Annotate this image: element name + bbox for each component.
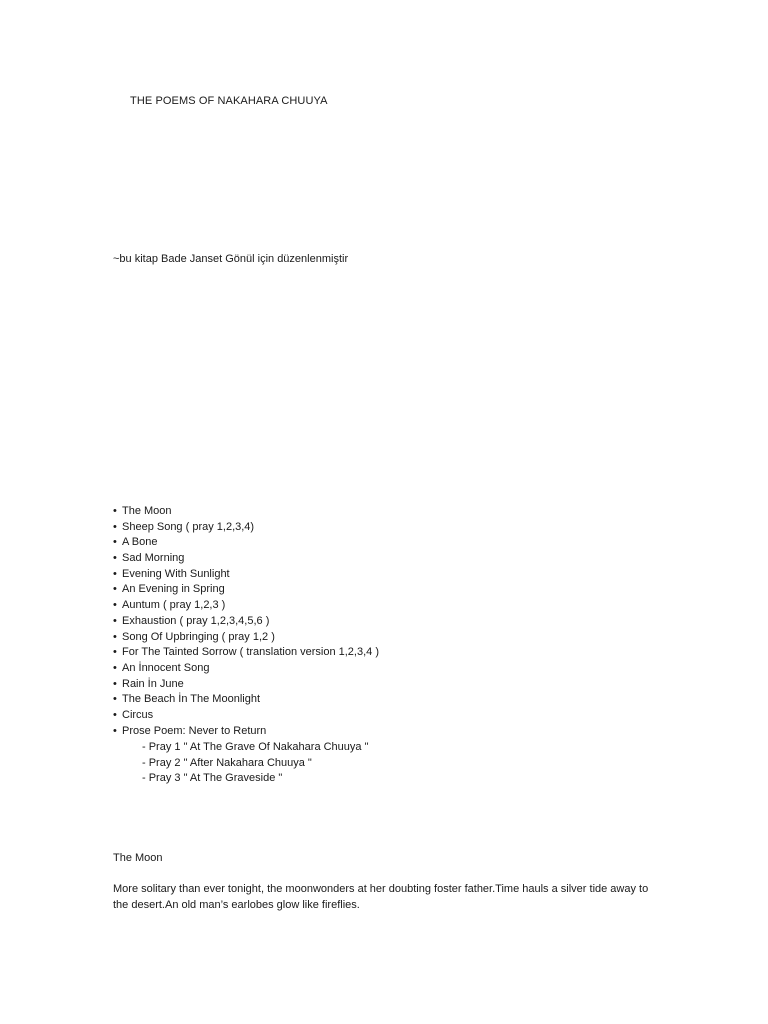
- toc-item-label: Prose Poem: Never to Return: [122, 724, 267, 737]
- document-title: THE POEMS OF NAKAHARA CHUUYA: [130, 95, 328, 107]
- toc-item-label: A Bone: [122, 536, 158, 549]
- toc-item-label: An Evening in Spring: [122, 583, 225, 596]
- toc-item-label: Circus: [122, 708, 154, 721]
- dedication-line: ~bu kitap Bade Janset Gönül için düzenlenmiştir: [113, 253, 349, 265]
- bullet-icon: •: [113, 693, 117, 706]
- bullet-icon: •: [113, 599, 117, 612]
- table-of-contents: [113, 504, 379, 739]
- toc-subitem: - Pray 1 " At The Grave Of Nakahara Chuuya ": [142, 741, 369, 753]
- toc-item: [113, 551, 379, 567]
- bullet-icon: •: [113, 630, 117, 643]
- toc-item: [113, 661, 379, 677]
- toc-item-label: Sad Morning: [122, 552, 185, 565]
- bullet-icon: •: [113, 520, 117, 533]
- bullet-icon: •: [113, 646, 117, 659]
- section-heading: The Moon: [113, 852, 163, 864]
- toc-item-label: Exhaustion ( pray 1,2,3,4,5,6 ): [122, 614, 270, 627]
- toc-item: [113, 724, 379, 740]
- toc-item-label: The Beach İn The Moonlight: [122, 693, 260, 706]
- bullet-icon: •: [113, 708, 117, 721]
- toc-subitem: - Pray 2 " After Nakahara Chuuya ": [142, 756, 312, 769]
- toc-item: [113, 598, 379, 614]
- bullet-icon: •: [113, 677, 117, 690]
- toc-subitem: - Pray 3 " At The Graveside ": [142, 772, 283, 785]
- bullet-icon: •: [113, 552, 117, 565]
- bullet-icon: •: [113, 661, 117, 674]
- toc-subitems: [142, 740, 369, 787]
- toc-item-label: Auntum ( pray 1,2,3 ): [122, 599, 226, 612]
- bullet-icon: •: [113, 583, 117, 596]
- toc-item-label: An İnnocent Song: [122, 661, 210, 674]
- bullet-icon: •: [113, 536, 117, 549]
- toc-item: [113, 535, 379, 551]
- toc-item: [113, 708, 379, 724]
- toc-item-label: Evening With Sunlight: [122, 567, 230, 580]
- toc-item: [113, 520, 379, 536]
- toc-item: [113, 504, 379, 520]
- bullet-icon: •: [113, 505, 117, 517]
- toc-item-label: Sheep Song ( pray 1,2,3,4): [122, 520, 255, 533]
- toc-item: [113, 630, 379, 646]
- toc-item-label: The Moon: [122, 505, 172, 517]
- toc-item: [113, 582, 379, 598]
- bullet-icon: •: [113, 614, 117, 627]
- toc-item-label: Rain İn June: [122, 677, 184, 690]
- toc-item: [113, 645, 379, 661]
- toc-item: [113, 614, 379, 630]
- toc-item-label: Song Of Upbringing ( pray 1,2 ): [122, 630, 275, 643]
- toc-item: [113, 692, 379, 708]
- toc-item: [113, 677, 379, 693]
- toc-item-label: For The Tainted Sorrow ( translation version 1,2,3,4 ): [122, 646, 379, 659]
- poem-body: More solitary than ever tonight, the moonwonders at her doubting foster father.Time hauls a silver tide away to the desert.An old man’s earlobes glow like fireflies.: [113, 883, 649, 911]
- bullet-icon: •: [113, 567, 117, 580]
- bullet-icon: •: [113, 724, 117, 737]
- toc-item: [113, 567, 379, 583]
